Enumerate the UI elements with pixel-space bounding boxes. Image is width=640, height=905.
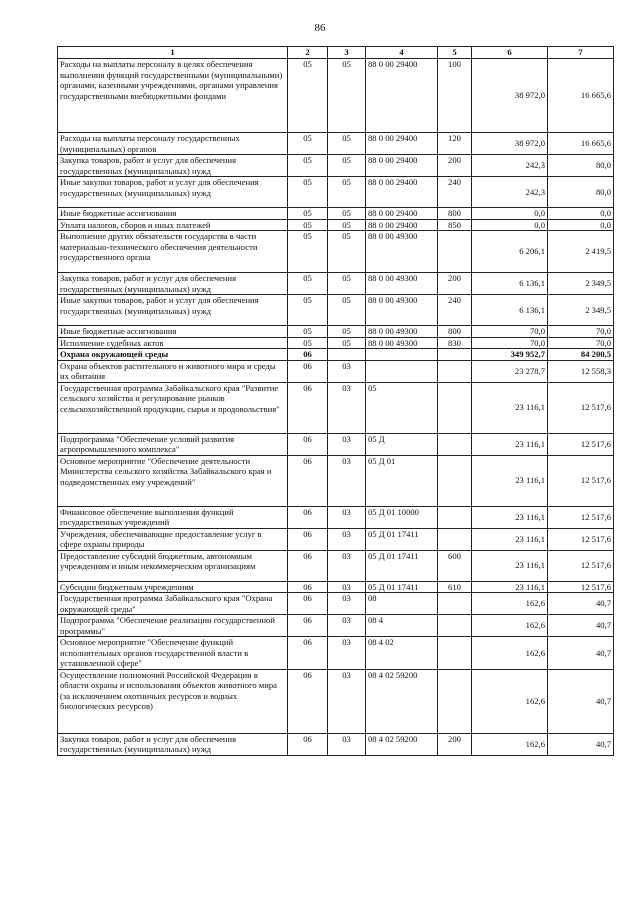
header-col-3: 3 bbox=[328, 47, 366, 59]
table-header-row bbox=[58, 47, 614, 59]
amount-col-6: 162,6 bbox=[472, 615, 548, 637]
item-name: Иные бюджетные ассигнования bbox=[58, 326, 288, 338]
section-code: 05 bbox=[288, 295, 328, 326]
section-code: 05 bbox=[288, 133, 328, 155]
item-name: Иные закупки товаров, работ и услуг для обеспечения государственных (муниципальных) нужд bbox=[58, 295, 288, 326]
amount-col-6: 23 116,1 bbox=[472, 455, 548, 506]
target-article-code: 05 Д 01 17411 bbox=[366, 528, 438, 550]
subsection-code: 05 bbox=[328, 295, 366, 326]
section-code: 05 bbox=[288, 326, 328, 338]
header-col-5: 5 bbox=[438, 47, 472, 59]
amount-col-6: 23 116,1 bbox=[472, 528, 548, 550]
header-col-2: 2 bbox=[288, 47, 328, 59]
section-code: 06 bbox=[288, 669, 328, 733]
subsection-code: 05 bbox=[328, 337, 366, 349]
expense-type-code bbox=[438, 637, 472, 670]
item-name: Закупка товаров, работ и услуг для обеспечения государственных (муниципальных) нужд bbox=[58, 273, 288, 295]
amount-col-7: 12 517,6 bbox=[548, 433, 614, 455]
target-article-code: 08 4 02 59200 bbox=[366, 733, 438, 755]
amount-col-6: 23 116,1 bbox=[472, 506, 548, 528]
header-col-1: 1 bbox=[58, 47, 288, 59]
expense-type-code bbox=[438, 433, 472, 455]
expense-type-code bbox=[438, 455, 472, 506]
subsection-code: 03 bbox=[328, 550, 366, 581]
expense-type-code bbox=[438, 615, 472, 637]
section-code: 05 bbox=[288, 155, 328, 177]
item-name: Основное мероприятие "Обеспечение деятельности Министерства сельского хозяйства Забайкальского края и подведомственных ему учреждений" bbox=[58, 455, 288, 506]
item-name: Учреждения, обеспечивающие предоставление услуг в сфере охраны природы bbox=[58, 528, 288, 550]
target-article-code bbox=[366, 349, 438, 361]
amount-col-6: 70,0 bbox=[472, 326, 548, 338]
subsection-code: 05 bbox=[328, 273, 366, 295]
expense-type-code: 800 bbox=[438, 208, 472, 220]
expense-type-code: 850 bbox=[438, 219, 472, 231]
item-name: Исполнение судебных актов bbox=[58, 337, 288, 349]
section-code: 05 bbox=[288, 273, 328, 295]
amount-col-6: 242,3 bbox=[472, 155, 548, 177]
table-row bbox=[58, 637, 614, 670]
expense-type-code bbox=[438, 349, 472, 361]
expense-type-code bbox=[438, 360, 472, 382]
subsection-code: 05 bbox=[328, 231, 366, 273]
subsection-code bbox=[328, 349, 366, 361]
target-article-code: 88 0 00 49300 bbox=[366, 273, 438, 295]
target-article-code: 05 Д bbox=[366, 433, 438, 455]
table-row bbox=[58, 382, 614, 433]
table-row bbox=[58, 337, 614, 349]
subsection-code: 03 bbox=[328, 360, 366, 382]
expense-type-code bbox=[438, 231, 472, 273]
subsection-code: 05 bbox=[328, 326, 366, 338]
table-row bbox=[58, 133, 614, 155]
section-code: 06 bbox=[288, 615, 328, 637]
section-code: 06 bbox=[288, 528, 328, 550]
expense-type-code: 100 bbox=[438, 59, 472, 133]
subsection-code: 03 bbox=[328, 455, 366, 506]
item-name: Закупка товаров, работ и услуг для обеспечения государственных (муниципальных) нужд bbox=[58, 733, 288, 755]
amount-col-6: 6 206,1 bbox=[472, 231, 548, 273]
header-col-7: 7 bbox=[548, 47, 614, 59]
section-code: 06 bbox=[288, 360, 328, 382]
target-article-code: 88 0 00 29400 bbox=[366, 177, 438, 208]
target-article-code: 05 Д 01 bbox=[366, 455, 438, 506]
item-name: Закупка товаров, работ и услуг для обеспечения государственных (муниципальных) нужд bbox=[58, 155, 288, 177]
section-code: 06 bbox=[288, 550, 328, 581]
table-row bbox=[58, 455, 614, 506]
amount-col-7: 0,0 bbox=[548, 208, 614, 220]
target-article-code: 88 0 00 29400 bbox=[366, 133, 438, 155]
expense-type-code bbox=[438, 669, 472, 733]
target-article-code: 88 0 00 49300 bbox=[366, 326, 438, 338]
target-article-code: 05 Д 01 17411 bbox=[366, 581, 438, 593]
subsection-code: 05 bbox=[328, 177, 366, 208]
subsection-code: 03 bbox=[328, 593, 366, 615]
subsection-code: 05 bbox=[328, 219, 366, 231]
subsection-code: 03 bbox=[328, 637, 366, 670]
subsection-code: 03 bbox=[328, 433, 366, 455]
target-article-code: 88 0 00 29400 bbox=[366, 219, 438, 231]
amount-col-6: 70,0 bbox=[472, 337, 548, 349]
item-name: Осуществление полномочий Российской Федерации в области охраны и использования объектов животного мира (за исключением охотничьих ресурсов и водных биологических ресурсов) bbox=[58, 669, 288, 733]
amount-col-7: 16 665,6 bbox=[548, 59, 614, 133]
amount-col-7: 12 517,6 bbox=[548, 506, 614, 528]
table-row bbox=[58, 615, 614, 637]
table-row bbox=[58, 528, 614, 550]
subsection-code: 03 bbox=[328, 528, 366, 550]
expense-type-code bbox=[438, 528, 472, 550]
table-row bbox=[58, 669, 614, 733]
expense-type-code: 200 bbox=[438, 155, 472, 177]
item-name: Подпрограмма "Обеспечение условий развития агропромышленного комплекса" bbox=[58, 433, 288, 455]
amount-col-7: 80,0 bbox=[548, 177, 614, 208]
expense-type-code bbox=[438, 382, 472, 433]
table-row bbox=[58, 733, 614, 755]
amount-col-7: 2 349,5 bbox=[548, 273, 614, 295]
expense-type-code: 240 bbox=[438, 295, 472, 326]
section-code: 06 bbox=[288, 506, 328, 528]
amount-col-6: 23 278,7 bbox=[472, 360, 548, 382]
subsection-code: 05 bbox=[328, 133, 366, 155]
target-article-code: 05 Д 01 17411 bbox=[366, 550, 438, 581]
section-code: 05 bbox=[288, 177, 328, 208]
expense-type-code: 240 bbox=[438, 177, 472, 208]
target-article-code: 88 0 00 49300 bbox=[366, 337, 438, 349]
header-col-4: 4 bbox=[366, 47, 438, 59]
amount-col-7: 12 517,6 bbox=[548, 581, 614, 593]
item-name: Расходы на выплаты персоналу государственных (муниципальных) органов bbox=[58, 133, 288, 155]
subsection-code: 05 bbox=[328, 59, 366, 133]
item-name: Выполнение других обязательств государства в части материально-технического обеспечения деятельности государственного органа bbox=[58, 231, 288, 273]
amount-col-7: 12 517,6 bbox=[548, 455, 614, 506]
amount-col-7: 40,7 bbox=[548, 637, 614, 670]
table-row bbox=[58, 550, 614, 581]
item-name: Основное мероприятие "Обеспечение функций исполнительных органов государственной власти в установленной сфере" bbox=[58, 637, 288, 670]
table-row bbox=[58, 349, 614, 361]
expense-type-code: 200 bbox=[438, 733, 472, 755]
amount-col-6: 162,6 bbox=[472, 733, 548, 755]
target-article-code: 05 bbox=[366, 382, 438, 433]
item-name: Иные закупки товаров, работ и услуг для обеспечения государственных (муниципальных) нужд bbox=[58, 177, 288, 208]
expense-type-code: 830 bbox=[438, 337, 472, 349]
header-col-6: 6 bbox=[472, 47, 548, 59]
amount-col-7: 12 558,3 bbox=[548, 360, 614, 382]
section-code: 06 bbox=[288, 349, 328, 361]
amount-col-6: 38 972,0 bbox=[472, 59, 548, 133]
expense-type-code: 800 bbox=[438, 326, 472, 338]
subsection-code: 03 bbox=[328, 733, 366, 755]
subsection-code: 03 bbox=[328, 581, 366, 593]
amount-col-7: 40,7 bbox=[548, 615, 614, 637]
table-row bbox=[58, 360, 614, 382]
table-row bbox=[58, 59, 614, 133]
amount-col-7: 84 200,5 bbox=[548, 349, 614, 361]
expense-type-code bbox=[438, 593, 472, 615]
table-row bbox=[58, 326, 614, 338]
amount-col-6: 162,6 bbox=[472, 637, 548, 670]
amount-col-6: 0,0 bbox=[472, 208, 548, 220]
target-article-code: 05 Д 01 10000 bbox=[366, 506, 438, 528]
item-name: Государственная программа Забайкальского края "Охрана окружающей среды" bbox=[58, 593, 288, 615]
target-article-code: 08 4 02 bbox=[366, 637, 438, 670]
item-name: Расходы на выплаты персоналу в целях обеспечения выполнения функций государственными (муниципальными) органами, казенными учреждениями, органами управления государственными внебюджетными фондами bbox=[58, 59, 288, 133]
table-row bbox=[58, 155, 614, 177]
table-row bbox=[58, 208, 614, 220]
target-article-code: 08 4 bbox=[366, 615, 438, 637]
table-row bbox=[58, 433, 614, 455]
target-article-code: 88 0 00 49300 bbox=[366, 295, 438, 326]
amount-col-6: 6 136,1 bbox=[472, 273, 548, 295]
amount-col-7: 40,7 bbox=[548, 593, 614, 615]
subsection-code: 03 bbox=[328, 669, 366, 733]
item-name: Иные бюджетные ассигнования bbox=[58, 208, 288, 220]
expense-type-code: 120 bbox=[438, 133, 472, 155]
table-row bbox=[58, 593, 614, 615]
item-name: Охрана объектов растительного и животного мира и среды их обитания bbox=[58, 360, 288, 382]
target-article-code: 08 4 02 59200 bbox=[366, 669, 438, 733]
target-article-code bbox=[366, 360, 438, 382]
target-article-code: 88 0 00 29400 bbox=[366, 59, 438, 133]
section-code: 06 bbox=[288, 433, 328, 455]
amount-col-6: 242,3 bbox=[472, 177, 548, 208]
amount-col-6: 23 116,1 bbox=[472, 433, 548, 455]
amount-col-7: 80,0 bbox=[548, 155, 614, 177]
expense-type-code: 200 bbox=[438, 273, 472, 295]
expense-type-code: 610 bbox=[438, 581, 472, 593]
item-name: Подпрограмма "Обеспечение реализации государственной программы" bbox=[58, 615, 288, 637]
amount-col-6: 38 972,0 bbox=[472, 133, 548, 155]
amount-col-7: 2 419,5 bbox=[548, 231, 614, 273]
section-code: 06 bbox=[288, 382, 328, 433]
amount-col-7: 12 517,6 bbox=[548, 382, 614, 433]
amount-col-7: 40,7 bbox=[548, 733, 614, 755]
amount-col-7: 2 349,5 bbox=[548, 295, 614, 326]
item-name: Предоставление субсидий бюджетным, автономным учреждениям и иным некоммерческим организациям bbox=[58, 550, 288, 581]
table-row bbox=[58, 219, 614, 231]
expense-type-code: 600 bbox=[438, 550, 472, 581]
section-code: 05 bbox=[288, 208, 328, 220]
budget-table bbox=[57, 46, 614, 756]
table-row bbox=[58, 581, 614, 593]
amount-col-6: 6 136,1 bbox=[472, 295, 548, 326]
amount-col-7: 70,0 bbox=[548, 326, 614, 338]
section-code: 06 bbox=[288, 581, 328, 593]
amount-col-6: 23 116,1 bbox=[472, 550, 548, 581]
amount-col-7: 12 517,6 bbox=[548, 528, 614, 550]
target-article-code: 88 0 00 29400 bbox=[366, 208, 438, 220]
item-name: Субсидии бюджетным учреждениям bbox=[58, 581, 288, 593]
amount-col-7: 40,7 bbox=[548, 669, 614, 733]
amount-col-7: 70,0 bbox=[548, 337, 614, 349]
subsection-code: 03 bbox=[328, 382, 366, 433]
amount-col-6: 23 116,1 bbox=[472, 382, 548, 433]
section-code: 05 bbox=[288, 337, 328, 349]
table-row bbox=[58, 506, 614, 528]
target-article-code: 08 bbox=[366, 593, 438, 615]
amount-col-7: 0,0 bbox=[548, 219, 614, 231]
section-code: 06 bbox=[288, 733, 328, 755]
item-name: Государственная программа Забайкальского края "Развитие сельского хозяйства и регулирование рынков сельскохозяйственной продукции, сырья и продовольствия" bbox=[58, 382, 288, 433]
target-article-code: 88 0 00 29400 bbox=[366, 155, 438, 177]
section-code: 05 bbox=[288, 59, 328, 133]
table-row bbox=[58, 273, 614, 295]
section-code: 06 bbox=[288, 455, 328, 506]
amount-col-6: 23 116,1 bbox=[472, 581, 548, 593]
item-name: Финансовое обеспечение выполнения функций государственных учреждений bbox=[58, 506, 288, 528]
subsection-code: 03 bbox=[328, 506, 366, 528]
page-number: 86 bbox=[314, 22, 326, 34]
item-name: Охрана окружающей среды bbox=[58, 349, 288, 361]
table-row bbox=[58, 177, 614, 208]
target-article-code: 88 0 00 49300 bbox=[366, 231, 438, 273]
item-name: Уплата налогов, сборов и иных платежей bbox=[58, 219, 288, 231]
subsection-code: 05 bbox=[328, 208, 366, 220]
table-row bbox=[58, 231, 614, 273]
expense-type-code bbox=[438, 506, 472, 528]
section-code: 06 bbox=[288, 637, 328, 670]
section-code: 06 bbox=[288, 593, 328, 615]
section-code: 05 bbox=[288, 231, 328, 273]
amount-col-6: 349 952,7 bbox=[472, 349, 548, 361]
amount-col-7: 16 665,6 bbox=[548, 133, 614, 155]
section-code: 05 bbox=[288, 219, 328, 231]
table-row bbox=[58, 295, 614, 326]
subsection-code: 03 bbox=[328, 615, 366, 637]
subsection-code: 05 bbox=[328, 155, 366, 177]
amount-col-6: 162,6 bbox=[472, 669, 548, 733]
amount-col-7: 12 517,6 bbox=[548, 550, 614, 581]
amount-col-6: 162,6 bbox=[472, 593, 548, 615]
amount-col-6: 0,0 bbox=[472, 219, 548, 231]
